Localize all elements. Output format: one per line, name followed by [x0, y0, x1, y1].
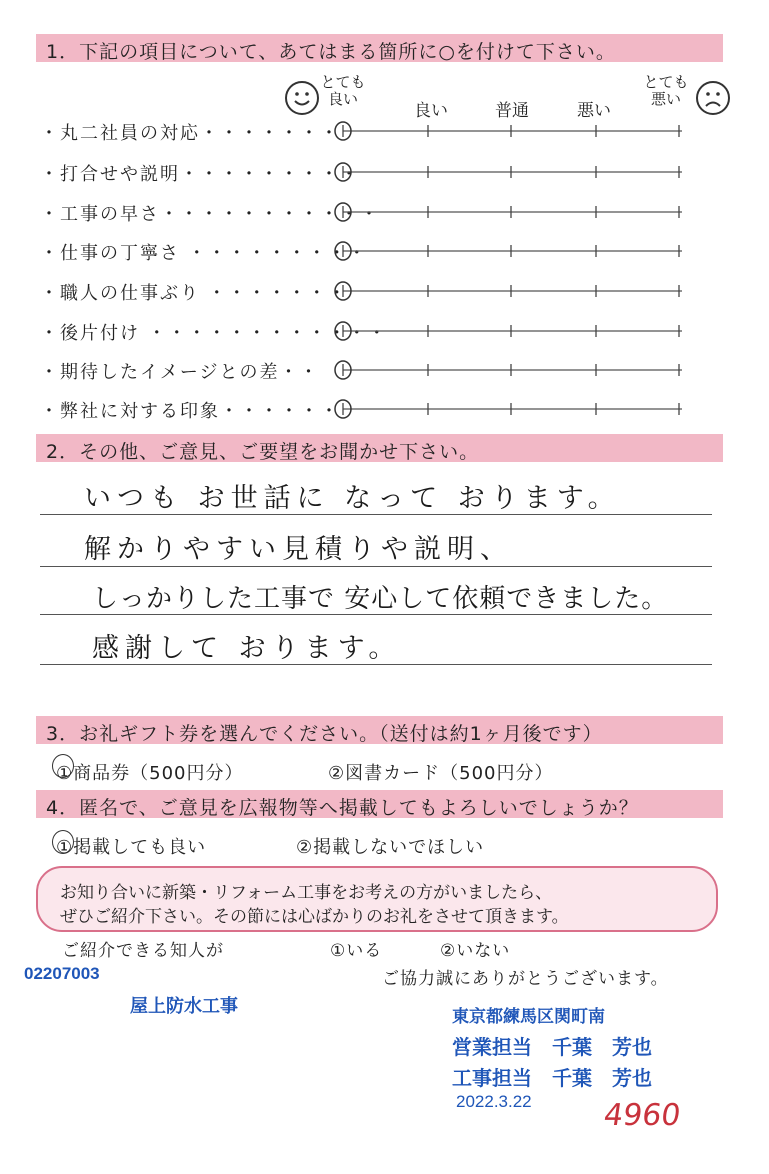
- rating-item-label: ・後片付け ・・・・・・・・・・・・: [40, 323, 388, 344]
- section3-title: 3．お礼ギフト券を選んでください。（送付は約1ヶ月後です）: [46, 723, 603, 745]
- scale-very-bad: とても 悪い: [643, 73, 689, 108]
- gift-option-1[interactable]: ①商品券（500円分）: [56, 763, 244, 784]
- rating-scale[interactable]: [330, 394, 690, 424]
- rating-item-label: ・打合せや説明・・・・・・・・・: [40, 164, 360, 185]
- notice-line-2: ぜひご紹介下さい。その節には心ばかりのお礼をさせて頂きます。: [60, 907, 569, 927]
- section1-header: [36, 34, 723, 62]
- rating-scale[interactable]: [330, 355, 690, 385]
- publish-option-1[interactable]: ①掲載しても良い: [56, 837, 207, 858]
- scale-average: 普通: [495, 101, 529, 121]
- smile-face-icon: [285, 81, 319, 115]
- rating-item-label: ・職人の仕事ぶり ・・・・・・・: [40, 283, 348, 304]
- rating-scale[interactable]: [330, 276, 690, 306]
- section3-header: [36, 716, 723, 744]
- referral-yes[interactable]: ①いる: [330, 941, 383, 961]
- comment-line-4: 感謝して おります。: [92, 633, 402, 664]
- scale-good: 良い: [414, 101, 448, 121]
- gift-option-2[interactable]: ②図書カード（500円分）: [328, 763, 554, 784]
- referral-no[interactable]: ②いない: [440, 941, 511, 961]
- rating-scale[interactable]: [330, 197, 690, 227]
- section1-title: 1．下記の項目について、あてはまる箇所に○を付けて下さい。: [46, 41, 616, 63]
- scale-very-good: とても 良い: [320, 73, 366, 108]
- address: 東京都練馬区関町南: [452, 1007, 605, 1026]
- rating-item-label: ・工事の早さ・・・・・・・・・・・: [40, 204, 380, 225]
- rating-item-label: ・丸二社員の対応・・・・・・・: [40, 123, 340, 144]
- customer-code: 02207003: [24, 964, 100, 983]
- comment-line: [40, 566, 712, 567]
- thanks-message: ご協力誠にありがとうございます。: [382, 969, 669, 989]
- section4-title: 4．匿名で、ご意見を広報物等へ掲載してもよろしいでしょうか？: [46, 797, 639, 819]
- referral-notice: [36, 866, 718, 932]
- notice-line-1: お知り合いに新築・リフォーム工事をお考えの方がいましたら、: [60, 883, 553, 903]
- rating-scale[interactable]: [330, 116, 690, 146]
- rating-item-label: ・仕事の丁寧さ ・・・・・・・・・: [40, 243, 368, 264]
- rating-item-label: ・期待したイメージとの差・・: [40, 362, 320, 383]
- handwritten-number: 4960: [601, 1098, 683, 1133]
- sales-rep: 営業担当 千葉 芳也: [452, 1037, 652, 1059]
- referral-label: ご紹介できる知人が: [62, 941, 224, 961]
- comment-line-3: しっかりした工事で 安心して依頼できました。: [92, 584, 669, 614]
- rating-scale[interactable]: [330, 316, 690, 346]
- comment-line-1: いつも お世話に なって おります。: [84, 483, 621, 514]
- section4-header: [36, 790, 723, 818]
- construction-rep: 工事担当 千葉 芳也: [452, 1068, 652, 1090]
- rating-scale[interactable]: [330, 157, 690, 187]
- scale-bad: 悪い: [577, 101, 611, 121]
- rating-scale[interactable]: [330, 236, 690, 266]
- work-type: 屋上防水工事: [130, 996, 238, 1016]
- publish-option-2[interactable]: ②掲載しないでほしい: [296, 837, 485, 858]
- date: 2022.3.22: [456, 1092, 532, 1111]
- comment-line-2: 解かりやすい見積りや説明、: [84, 534, 513, 565]
- rating-item-label: ・弊社に対する印象・・・・・・: [40, 401, 340, 422]
- section2-title: 2．その他、ご意見、ご要望をお聞かせ下さい。: [46, 441, 480, 463]
- sad-face-icon: [696, 81, 730, 115]
- section2-header: [36, 434, 723, 462]
